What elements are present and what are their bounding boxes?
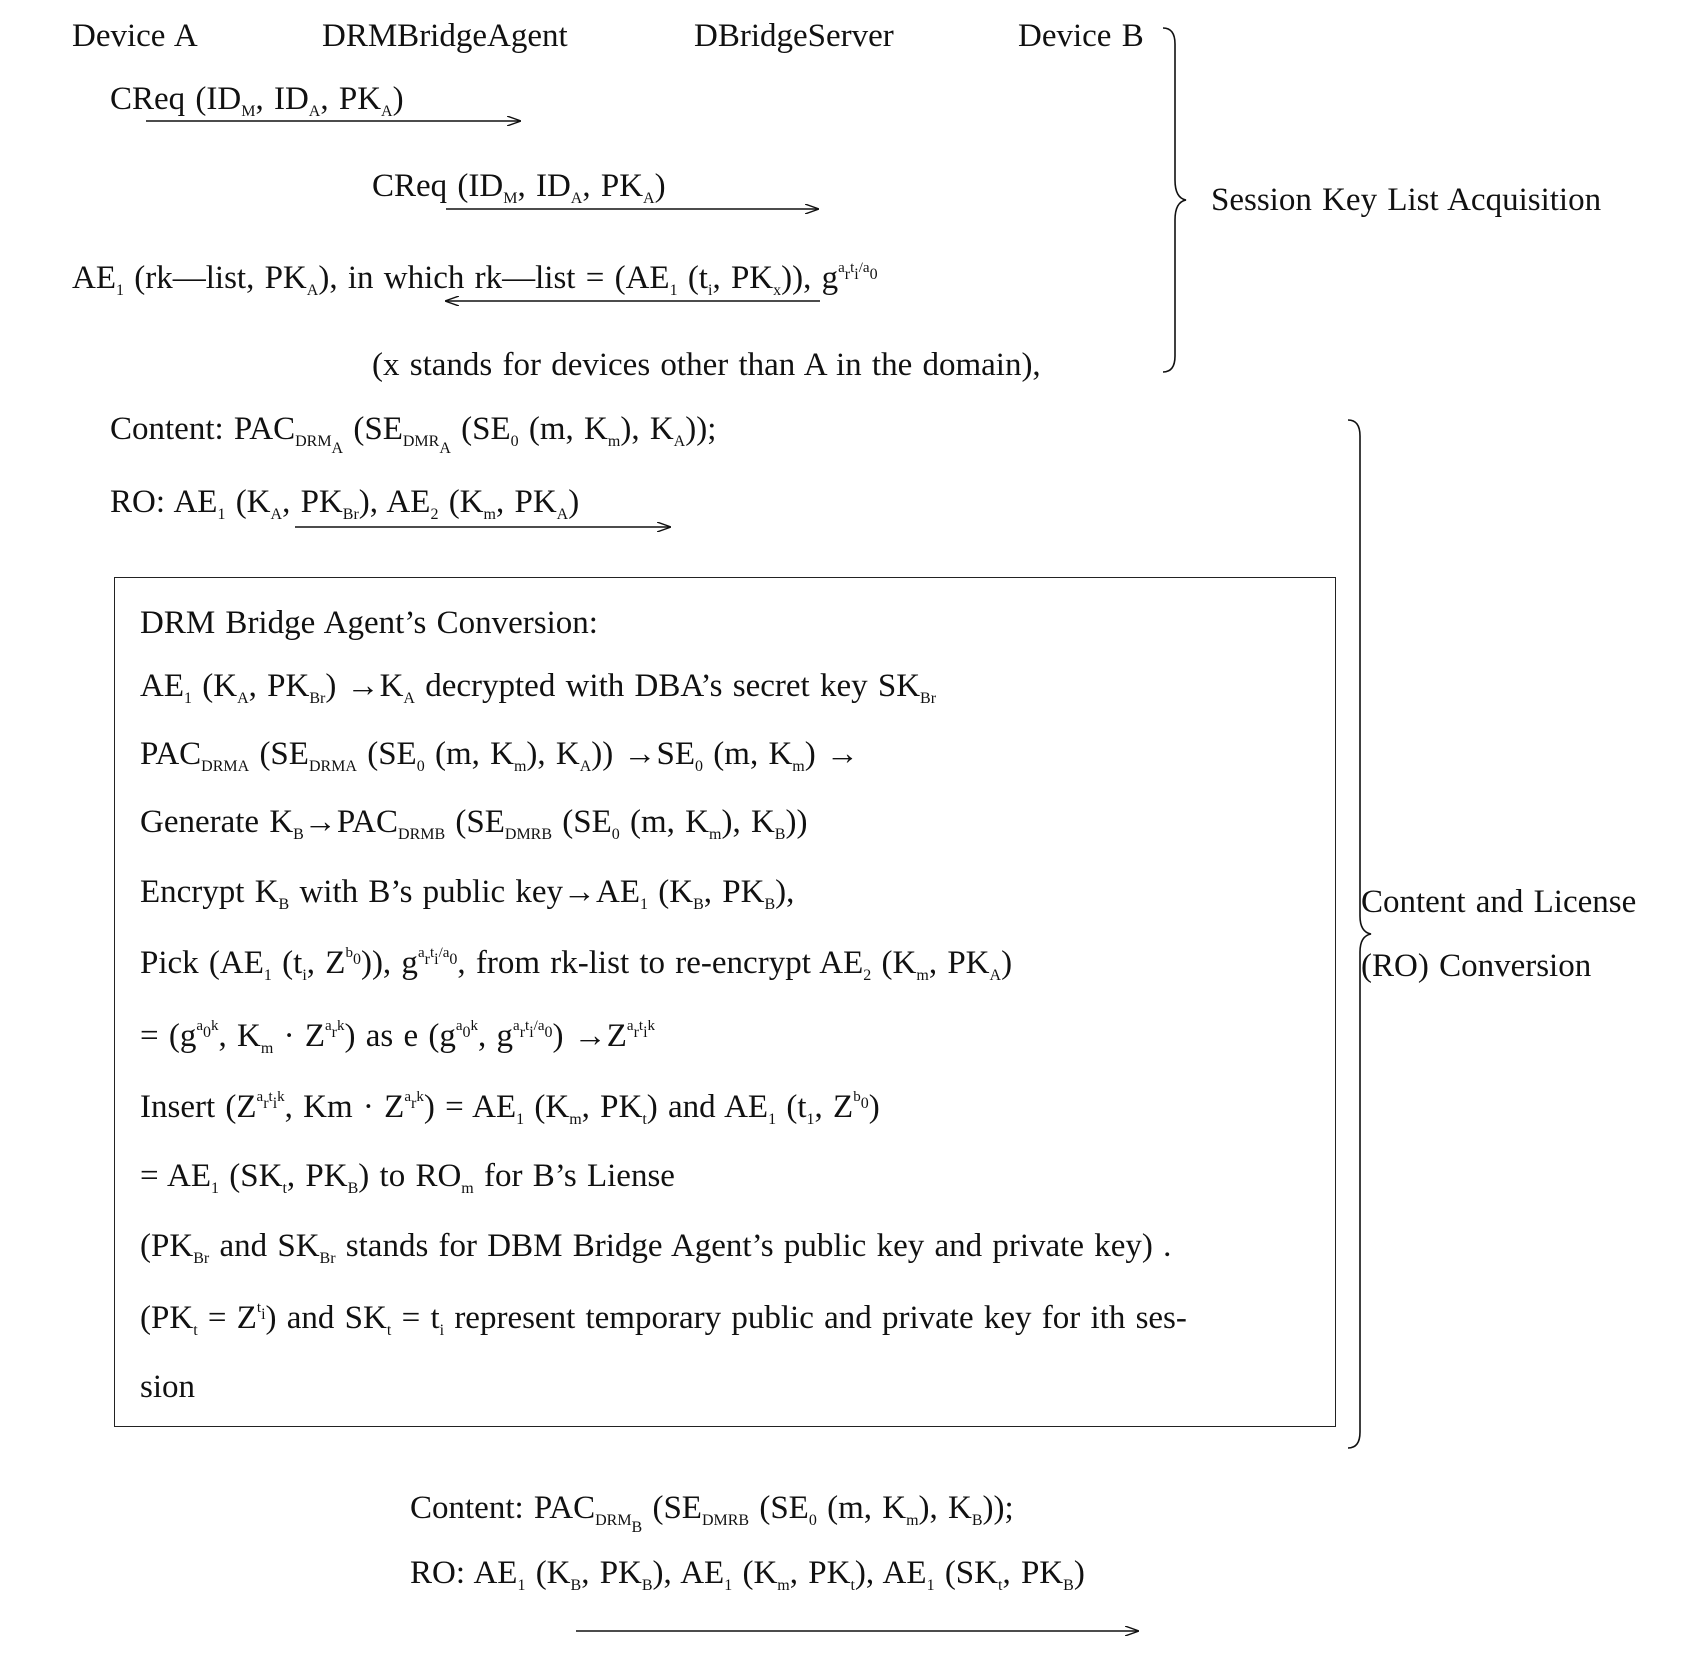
conversion-line-2: $PAC_{DRMA}$ ($SE_{DRMA}$ ($SE_0$ (m, $K_m$), $K_A)) \to SE_0$ (m, $K_m$) → bbox=[140, 736, 859, 775]
conversion-line-9: ($PK_{Br}$ and $SK_{Br}$ stands for DBM Bridge Agent’s public key and private key) . bbox=[140, 1228, 1172, 1267]
phase-label-conversion-line1: Content and License bbox=[1361, 884, 1637, 920]
message-content-b: Content: $PAC_{DRM_B}$ ($SE_{DMRB}$ ($SE_0$ (m, $K_m$), $K_B$)); bbox=[410, 1490, 1014, 1536]
note-x-devices: (x stands for devices other than A in the domain), bbox=[372, 347, 1041, 383]
participant-drm-bridge-agent: DRMBridgeAgent bbox=[322, 18, 568, 54]
participant-device-a: Device A bbox=[72, 18, 198, 54]
conversion-line-6: = ($g^{a_0k}$, $K_m \cdot Z^{a_rk}$) as e ($g^{a_0k}$, $g^{a_rt_i/a_0}) \to Z^{a_rt_ik}$ bbox=[140, 1018, 656, 1057]
brace-session-key-list bbox=[1163, 28, 1186, 372]
conversion-line-10: $(PK_t = Z^{t_i})$ and $SK_t = t_i$ represent temporary public and private key for ith ses- bbox=[140, 1300, 1187, 1339]
conversion-line-1: $AE_1$ ($K_A$, $PK_{Br}) \to K_A$ decrypted with DBA’s secret key $SK_{Br}$ bbox=[140, 668, 937, 707]
participant-dbridge-server: DBridgeServer bbox=[694, 18, 894, 54]
phase-label-session-key: Session Key List Acquisition bbox=[1211, 182, 1602, 218]
message-ro-b: RO: $AE_1$ ($K_B$, $PK_B$), $AE_1$ ($K_m$, $PK_t$), $AE_1$ ($SK_t$, $PK_B$) bbox=[410, 1555, 1085, 1594]
phase-label-conversion-line2: (RO) Conversion bbox=[1361, 948, 1592, 984]
conversion-line-8: = $AE_1$ ($SK_t$, $PK_B$) to $RO_m$ for B’s Liense bbox=[140, 1158, 675, 1197]
message-rk-list-response: $AE_1$ (rk—list, $PK_A$), in which rk—list = ($AE_1$ ($t_i$, $PK_x$)), $g^{a_rt_i/a_0}$ bbox=[72, 260, 878, 299]
conversion-line-3: Generate $K_B\to PAC_{DRMB}$ ($SE_{DMRB}$ ($SE_0$ (m, $K_m$), $K_B$)) bbox=[140, 804, 808, 843]
message-ro-a: RO: $AE_1$ ($K_A$, $PK_{Br}$), $AE_2$ ($K_m$, $PK_A$) bbox=[110, 484, 580, 523]
message-content-a: Content: $PAC_{DRM_A}$ ($SE_{DMR_A}$ ($SE_0$ (m, $K_m$), $K_A$)); bbox=[110, 411, 717, 457]
brace-content-license bbox=[1348, 420, 1371, 1448]
conversion-line-11: sion bbox=[140, 1369, 196, 1405]
conversion-line-7: Insert ($Z^{a_rt_ik}$, $Km \cdot Z^{a_rk}) = AE_1$ ($K_m$, $PK_t$) and $AE_1$ ($t_1$, $Z^{b_0}$) bbox=[140, 1089, 880, 1128]
conversion-line-4: Encrypt $K_B$ with B’s public $key\to AE_1$ ($K_B$, $PK_B$), bbox=[140, 874, 795, 913]
message-creq-device-to-agent: CReq ($ID_M$, $ID_A$, $PK_A$) bbox=[110, 81, 404, 120]
participant-device-b: Device B bbox=[1018, 18, 1144, 54]
conversion-box-title: DRM Bridge Agent’s Conversion: bbox=[140, 605, 598, 641]
message-creq-agent-to-server: CReq ($ID_M$, $ID_A$, $PK_A$) bbox=[372, 168, 666, 207]
conversion-line-5: Pick ($AE_1$ ($t_i$, $Z^{b_0}$)), $g^{a_rt_i/a_0}$, from rk-list to re-encrypt $AE_2$ ($K_m$, $PK_A$) bbox=[140, 945, 1013, 984]
